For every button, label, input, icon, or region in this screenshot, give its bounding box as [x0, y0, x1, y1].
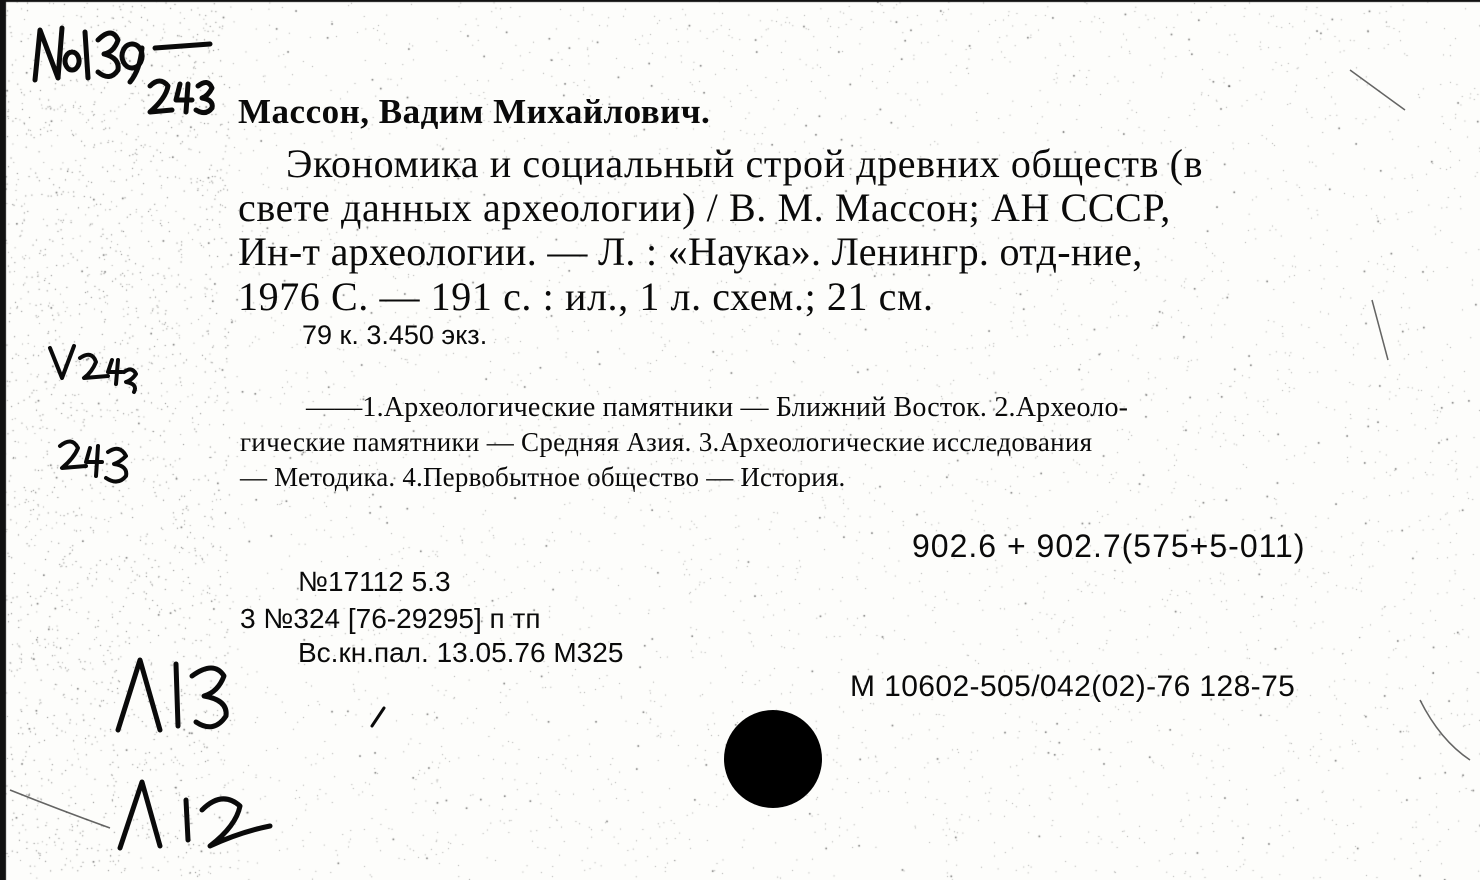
- book-chamber-line: Вс.кн.пал. 13.05.76 М325: [298, 637, 624, 668]
- classification-code: 902.6 + 902.7(575+5-011): [912, 528, 1306, 564]
- order-number: 3 №324 [76-29295] п тп: [240, 603, 541, 634]
- handwritten-number-139: [35, 28, 212, 113]
- subject-line-1: ——1.Археологические памятники — Ближний Восток. 2.Археоло-: [306, 392, 1129, 423]
- title-line-2: свете данных археологии) / В. М. Массон; АН СССР,: [238, 185, 1171, 230]
- price-circulation: 79 к. 3.450 экз.: [302, 320, 488, 350]
- author-heading: Массон, Вадим Михайлович.: [238, 92, 711, 131]
- title-line-3: Ин-т археологии. — Л. : «Наука». Ленингр. отд-ние,: [238, 229, 1143, 274]
- title-line-1: Экономика и социальный строй древних обществ (в: [286, 141, 1204, 186]
- punch-hole: [724, 710, 822, 808]
- subject-line-2: гические пaмятники — Средняя Азия. 3.Археологические исследования: [240, 427, 1093, 457]
- title-line-4: 1976 С. — 191 с. : ил., 1 л. схем.; 21 см.: [238, 274, 934, 319]
- subject-line-3: — Методика. 4.Первобытное общество — История.: [240, 462, 846, 492]
- handwritten-margin-mark-1: [50, 346, 136, 392]
- record-number: №17112 5.3: [298, 566, 451, 597]
- handwritten-shelf-mark-1: [118, 660, 226, 730]
- handwritten-shelf-mark-2: [120, 782, 270, 848]
- publisher-code: М 10602-505/042(02)-76 128-75: [850, 670, 1296, 703]
- handwritten-margin-mark-2: [60, 441, 126, 481]
